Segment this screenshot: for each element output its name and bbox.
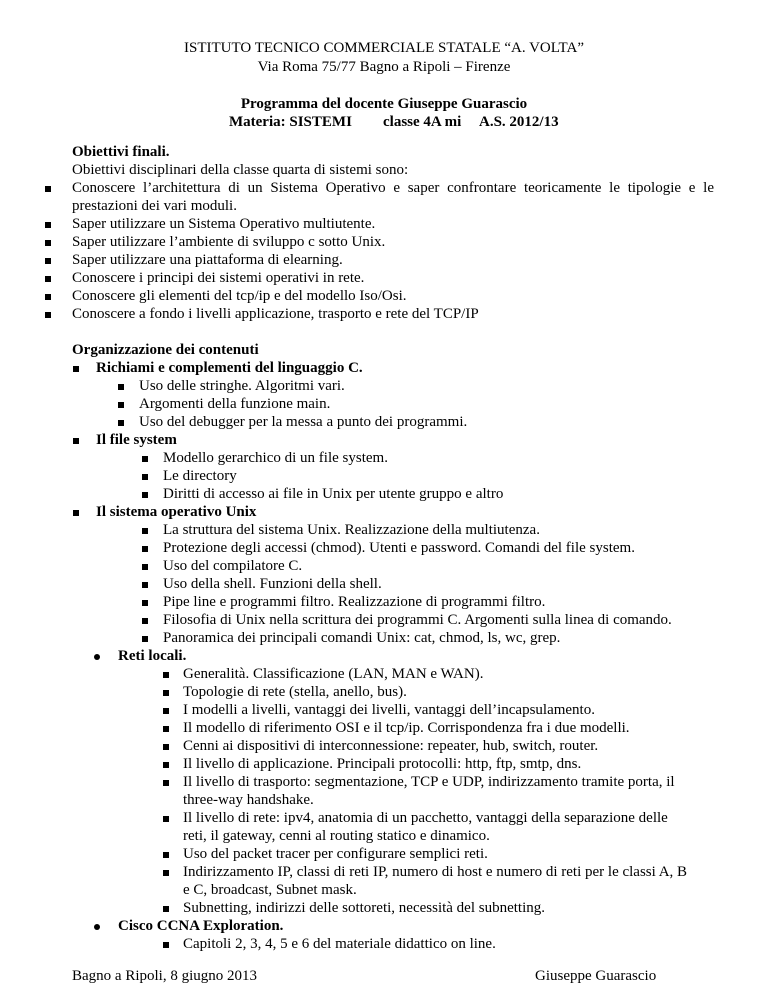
bullet-square [163,726,169,732]
bullet-square [142,546,148,552]
section-item: Uso della shell. Funzioni della shell. [163,576,382,592]
objective-item: Conoscere i principi dei sistemi operativi in rete. [72,270,365,286]
section-item: Panoramica dei principali comandi Unix: cat, chmod, ls, wc, grep. [163,630,561,646]
footer-place-date: Bagno a Ripoli, 8 giugno 2013 [72,968,257,984]
bullet-square [142,636,148,642]
section-item: Il livello di rete: ipv4, anatomia di un pacchetto, vantaggi della separazione delle [183,810,668,826]
section-title: Cisco CCNA Exploration. [118,918,284,934]
objectives-heading: Obiettivi finali. [72,144,170,160]
section-item: Il livello di trasporto: segmentazione, TCP e UDP, indirizzamento tramite porta, il [183,774,675,790]
section-item: Pipe line e programmi filtro. Realizzazione di programmi filtro. [163,594,546,610]
school-name: ISTITUTO TECNICO COMMERCIALE STATALE “A. VOLTA” [184,40,584,56]
bullet-square [45,276,51,282]
section-item: Le directory [163,468,237,484]
bullet-square [142,528,148,534]
section-title: Il file system [96,432,177,448]
section-item: Cenni ai dispositivi di interconnessione: repeater, hub, switch, router. [183,738,599,754]
subject-anno: A.S. 2012/13 [479,114,559,130]
bullet-square [118,420,124,426]
bullet-square [45,222,51,228]
bullet-square [118,402,124,408]
bullet-square [163,690,169,696]
section-item-continued: three-way handshake. [183,792,314,808]
bullet-square [163,744,169,750]
bullet-square [45,258,51,264]
objectives-intro: Obiettivi disciplinari della classe quarta di sistemi sono: [72,162,409,178]
section-item: Generalità. Classificazione (LAN, MAN e WAN). [183,666,484,682]
bullet-square [142,600,148,606]
section-item: Modello gerarchico di un file system. [163,450,388,466]
bullet-square [163,852,169,858]
section-item: Uso del compilatore C. [163,558,303,574]
bullet-square [142,492,148,498]
objective-item: Conoscere gli elementi del tcp/ip e del modello Iso/Osi. [72,288,407,304]
objective-item: Saper utilizzare una piattaforma di elearning. [72,252,343,268]
program-title: Programma del docente Giuseppe Guarascio [240,96,528,112]
bullet-square [142,582,148,588]
section-item: Il modello di riferimento OSI e il tcp/ip. Corrispondenza fra i due modelli. [183,720,630,736]
section-item: Subnetting, indirizzi delle sottoreti, necessità del subnetting. [183,900,546,916]
bullet-square [73,366,79,372]
bullet-square [118,384,124,390]
bullet-square [142,456,148,462]
section-title: Reti locali. [118,648,187,664]
bullet-square [163,870,169,876]
bullet-square [45,294,51,300]
objective-item: Conoscere a fondo i livelli applicazione, trasporto e rete del TCP/IP [72,306,479,322]
contents-heading: Organizzazione dei contenuti [72,342,259,358]
section-item: Uso delle stringhe. Algoritmi vari. [139,378,345,394]
bullet-square [163,780,169,786]
bullet-square [142,618,148,624]
footer-signature: Giuseppe Guarascio [535,968,657,984]
bullet-dot [94,654,100,660]
objective-item: Conoscere l’architettura di un Sistema Operativo e saper confrontare teoricamente le tipologie e le [72,180,714,196]
bullet-square [142,564,148,570]
section-item-continued: e C, broadcast, Subnet mask. [183,882,357,898]
section-item: I modelli a livelli, vantaggi dei livelli, vantaggi dell’incapsulamento. [183,702,595,718]
section-item: Topologie di rete (stella, anello, bus). [183,684,407,700]
section-item: Capitoli 2, 3, 4, 5 e 6 del materiale didattico on line. [183,936,496,952]
section-item-continued: reti, il gateway, cenni al routing statico e dinamico. [183,828,490,844]
section-item: Filosofia di Unix nella scrittura dei programmi C. Argomenti sulla linea di comando. [163,612,672,628]
bullet-dot [94,924,100,930]
bullet-square [45,186,51,192]
subject-materia: Materia: SISTEMI [229,114,352,130]
objective-item: Saper utilizzare un Sistema Operativo multiutente. [72,216,376,232]
bullet-square [163,762,169,768]
section-item: Argomenti della funzione main. [139,396,331,412]
section-item: Uso del debugger per la messa a punto dei programmi. [139,414,468,430]
section-item: Protezione degli accessi (chmod). Utenti e password. Comandi del file system. [163,540,635,556]
bullet-square [163,672,169,678]
section-item: Indirizzamento IP, classi di reti IP, numero di host e numero di reti per le classi A, B [183,864,688,880]
section-title: Il sistema operativo Unix [96,504,257,520]
section-item: La struttura del sistema Unix. Realizzazione della multiutenza. [163,522,540,538]
bullet-square [73,510,79,516]
bullet-square [163,942,169,948]
bullet-square [142,474,148,480]
subject-classe: classe 4A mi [383,114,462,130]
objective-item-continued: prestazioni dei vari moduli. [72,198,237,214]
bullet-square [163,708,169,714]
section-item: Il livello di applicazione. Principali protocolli: http, ftp, smtp, dns. [183,756,582,772]
section-item: Uso del packet tracer per configurare semplici reti. [183,846,488,862]
section-item: Diritti di accesso ai file in Unix per utente gruppo e altro [163,486,504,502]
objective-item: Saper utilizzare l’ambiente di sviluppo c sotto Unix. [72,234,386,250]
school-address: Via Roma 75/77 Bagno a Ripoli – Firenze [257,59,511,75]
bullet-square [163,906,169,912]
bullet-square [163,816,169,822]
section-title: Richiami e complementi del linguaggio C. [96,360,363,376]
bullet-square [45,312,51,318]
bullet-square [45,240,51,246]
bullet-square [73,438,79,444]
